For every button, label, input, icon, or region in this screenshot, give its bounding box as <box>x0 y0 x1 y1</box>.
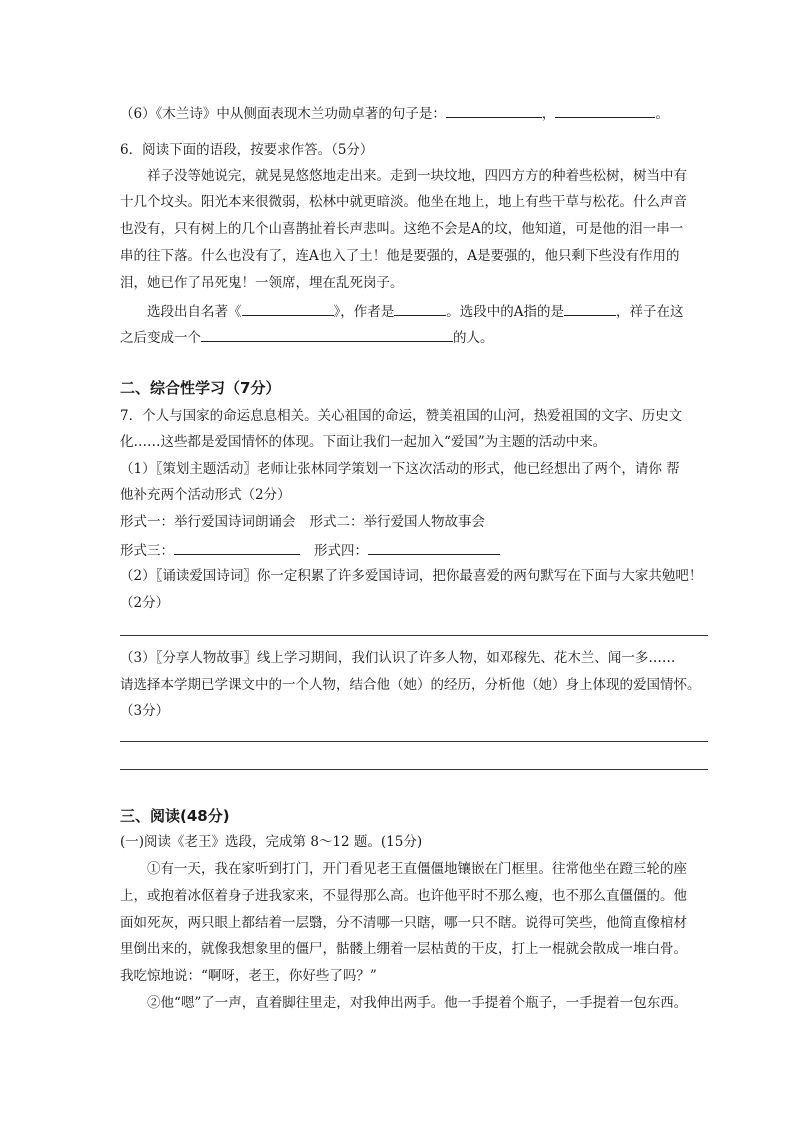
q6-question-text: 。选段中的A指的是 <box>446 304 564 320</box>
q7-intro-line: 7．个人与国家的命运息息相关。关心祖国的命运，赞美祖国的山河，热爱祖国的文字、历史文 <box>120 408 683 424</box>
q6-item6-line <box>120 102 669 124</box>
form-two: 形式二：举行爱国人物故事会 <box>309 514 485 530</box>
q6-question-line <box>120 326 494 348</box>
a-refers-blank[interactable] <box>564 300 616 316</box>
q7-sub1-line: 他补充两个活动形式（2分） <box>120 487 291 503</box>
q7-sub1-line: （1）〖策划主题活动〗老师让张林同学策划一下这次活动的形式，他已经想出了两个，请你 帮 <box>120 461 680 477</box>
answer-line[interactable] <box>120 741 708 742</box>
q7-sub3-line: （3分） <box>120 703 170 719</box>
answer-blank[interactable] <box>446 102 542 118</box>
q6-item6-text: （6）《木兰诗》中从侧面表现木兰功勋卓著的句子是： <box>120 106 446 122</box>
q6-question-text: 的人。 <box>453 330 494 346</box>
book-title-blank[interactable] <box>242 300 334 316</box>
laowang-passage-line: ②他“嗯”了一声，直着脚往里走，对我伸出两手。他一手提着个瓶子，一手提着一包东西。 <box>147 995 688 1011</box>
q6-passage-line: 祥子没等她说完，就晃晃悠悠地走出来。走到一块坟地，四四方方的种着些松树，树当中有 <box>147 168 687 184</box>
xiangzi-became-blank[interactable] <box>201 326 453 342</box>
q7-intro-line: 化……这些都是爱国情怀的体现。下面让我们一起加入“爱国”为主题的活动中来。 <box>120 434 607 450</box>
q6-item6-end: 。 <box>655 106 669 122</box>
q7-sub3-line: （3）〖分享人物故事〗线上学习期间，我们认识了许多人物，如邓稼先、花木兰、闻一多…… <box>120 650 676 666</box>
forms-row-1 <box>120 512 485 532</box>
laowang-passage-line: 里倒出来的，就像我想象里的僵尸，骷髅上绷着一层枯黄的干皮，打上一棍就会散成一堆白骨。 <box>120 941 687 957</box>
answer-line[interactable] <box>120 769 708 770</box>
q6-passage-line: 串的往下落。什么也没有了，连A也入了土！他是要强的，A是要强的，他只剩下些没有作用的 <box>120 248 680 264</box>
form-three-label: 形式三： <box>120 543 174 559</box>
section3-part1: (一)阅读《老王》选段，完成第 8～12 题。(15分) <box>120 834 423 850</box>
answer-blank[interactable] <box>555 102 655 118</box>
q6-title: 6．阅读下面的语段，按要求作答。（5分） <box>120 142 374 158</box>
form-one: 形式一：举行爱国诗词朗诵会 <box>120 514 296 530</box>
q6-question-text: 》，作者是 <box>333 304 395 320</box>
answer-line[interactable] <box>120 635 708 636</box>
q6-item6-sep: ， <box>541 106 556 122</box>
laowang-passage-line: ①有一天，我在家听到打门，开门看见老王直僵僵地镶嵌在门框里。往常他坐在蹬三轮的座 <box>147 861 687 877</box>
q6-passage-line: 十几个坟头。阳光本来很微弱，松林中就更暗淡。他坐在地上，地上有些干草与松花。什么声音 <box>120 194 687 210</box>
q7-sub2-line: （2分） <box>120 595 170 611</box>
q6-question-line <box>147 300 684 322</box>
q6-passage-line: 泪，她已作了吊死鬼！一领席，埋在乱死岗子。 <box>120 275 404 291</box>
q6-question-text: 选段出自名著《 <box>147 304 242 320</box>
author-blank[interactable] <box>394 300 446 316</box>
form-four-blank[interactable] <box>368 539 500 555</box>
q6-passage-line: 也没有，只有树上的几个山喜鹊扯着长声悲叫。这绝不会是A的坟，他知道，可是他的泪一串一 <box>120 221 684 237</box>
form-three-blank[interactable] <box>174 539 300 555</box>
laowang-passage-line: 上，或抱着冰伛着身子进我家来，不显得那么高。也许他平时不那么瘦，也不那么直僵僵的。他 <box>120 888 687 904</box>
laowang-passage-line: 面如死灰，两只眼上都结着一层翳，分不清哪一只瞎，哪一只不瞎。说得可笑些，他简直像棺材 <box>120 915 687 931</box>
q6-question-text: ，祥子在这 <box>616 304 684 320</box>
laowang-passage-line: 我吃惊地说：“啊呀，老王，你好些了吗？” <box>120 968 377 984</box>
section3-heading: 三、阅读(48分) <box>120 807 230 825</box>
forms-row-2 <box>120 539 500 561</box>
q7-sub3-line: 请选择本学期已学课文中的一个人物，结合他（她）的经历，分析他（她）身上体现的爱国情怀。 <box>120 677 701 693</box>
q7-sub2-line: （2）〖诵读爱国诗词〗你一定积累了许多爱国诗词，把你最喜爱的两句默写在下面与大家共勉吧！ <box>120 568 703 584</box>
section2-heading: 二、综合性学习（7分） <box>120 379 281 397</box>
form-four-label: 形式四： <box>314 543 368 559</box>
q6-question-text: 之后变成一个 <box>120 330 201 346</box>
